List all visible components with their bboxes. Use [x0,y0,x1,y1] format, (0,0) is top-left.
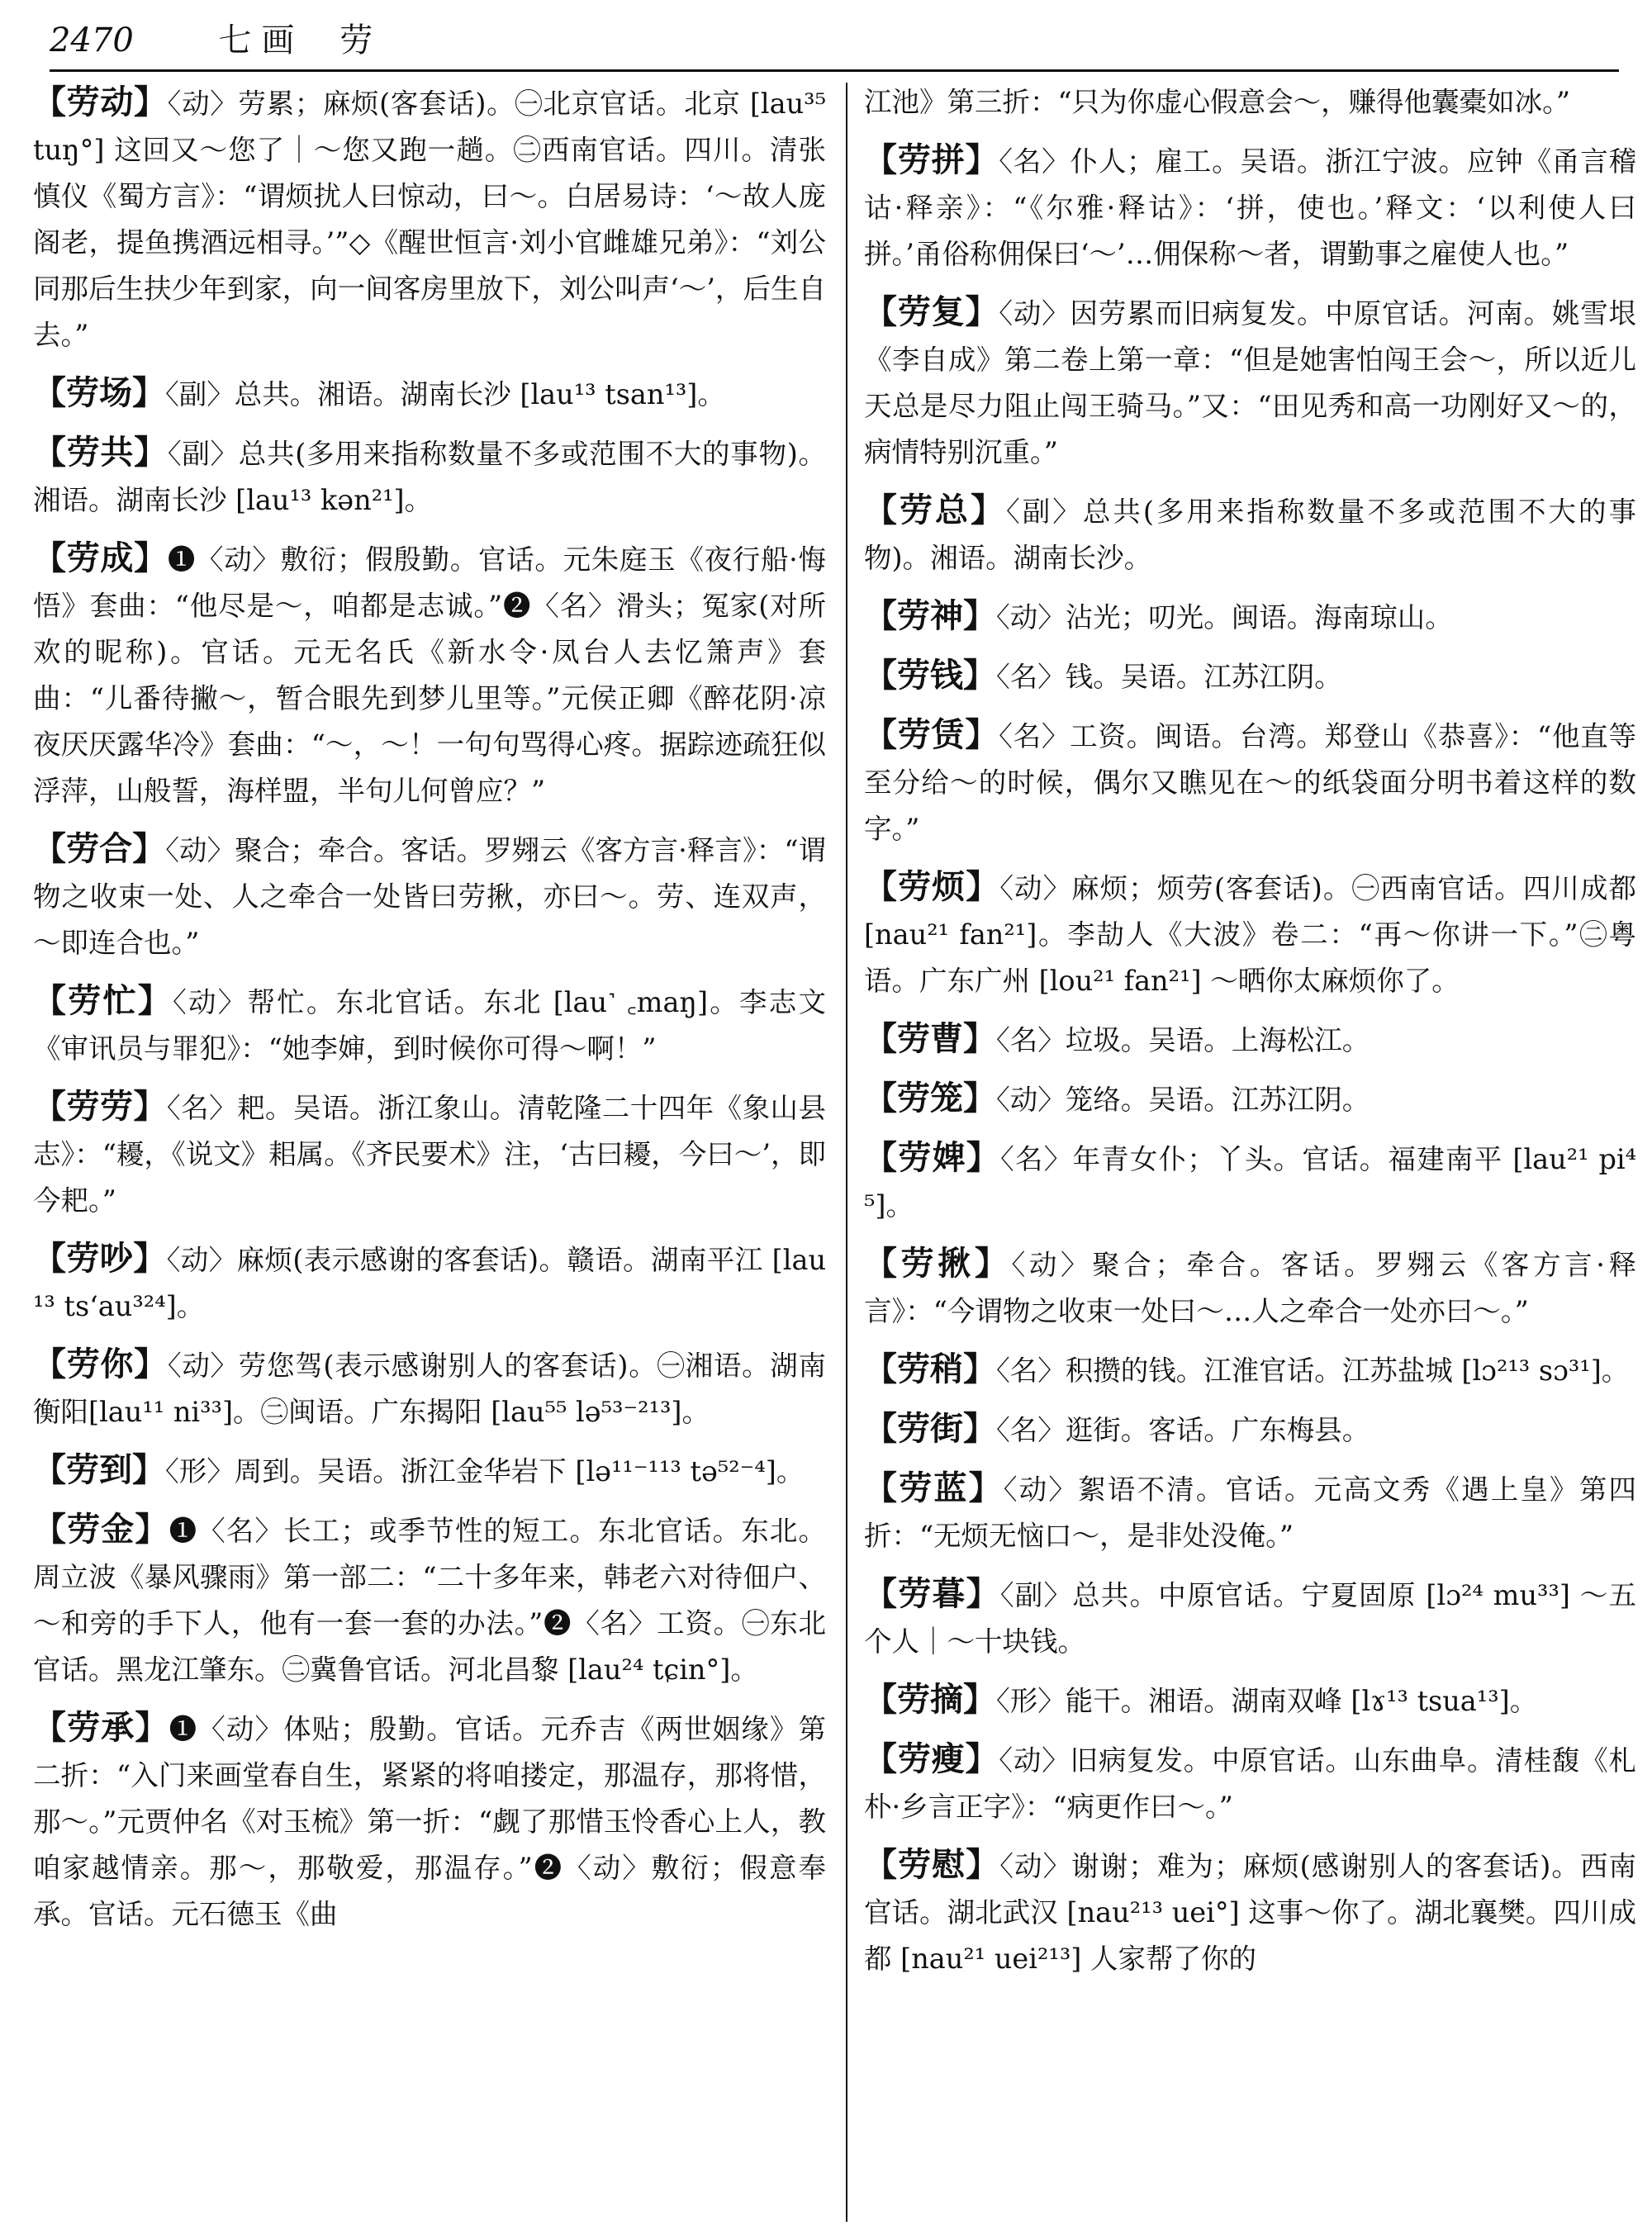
entry-headword: 【劳摘】 [864,1680,996,1719]
entry-definition: 〈动〉沾光；叨光。闽语。海南琼山。 [996,601,1453,633]
entry-definition: 〈副〉总共(多用来指称数量不多或范围不大的事物)。湘语。湖南长沙。 [864,496,1636,574]
page-header [50,12,1619,69]
entry-headword: 【劳暮】 [864,1574,1000,1613]
index-character: 劳 [339,21,373,59]
entry-headword: 【劳揪】 [864,1244,1012,1283]
dictionary-entry [864,1346,1636,1394]
entry-headword: 【劳忙】 [33,981,173,1020]
entry-definition: 〈名〉仆人；雇工。吴语。浙江宁波。应钟《甬言稽诂·释亲》：“《尔雅·释诂》：‘拼，使也。’释文：‘以利使人曰拼。’甬俗称佣保曰‘～’…佣保称～者，谓勤事之雇使人也。” [864,145,1636,270]
entry-definition: 〈动〉旧病复发。中原官话。山东曲阜。清桂馥《札朴·乡言正字》：“病更作曰～。” [864,1744,1636,1823]
dictionary-entry [33,1341,826,1435]
entry-headword: 【劳共】 [33,433,168,472]
entry-headword: 【劳瘦】 [864,1739,999,1778]
entry-definition: 〈副〉总共。中原官话。宁夏固原 [lɔ²⁴ mu³³] ～五个人｜～十块钱。 [864,1579,1636,1658]
dictionary-entry [864,1406,1636,1454]
dictionary-entry [33,535,826,814]
dictionary-entry [33,978,826,1072]
left-column [33,79,826,2227]
entry-definition: 〈副〉总共(多用来指称数量不多或范围不大的事物)。湘语。湖南长沙 [lau¹³ kən²¹]。 [33,438,826,516]
entry-definition: 〈副〉总共。湘语。湖南长沙 [lau¹³ tsan¹³]。 [165,378,725,410]
dictionary-entry [33,1447,826,1495]
entry-headword: 【劳你】 [33,1345,168,1383]
entry-definition: ❶〈名〉长工；或季节性的短工。东北官话。东北。周立波《暴风骤雨》第一部二：“二十多年来，韩老六对待佃户、～和旁的手下人，他有一套一套的办法。”❷〈名〉工资。㊀东北官话。黑龙江肇东。㊁冀鲁官话。河北昌黎 [lau²⁴ tɕin°]。 [33,1515,826,1686]
entry-headword: 【劳吵】 [33,1239,167,1278]
dictionary-entry [864,1075,1636,1123]
entry-definition: 〈名〉年青女仆；丫头。官话。福建南平 [lau²¹ pi⁴⁵]。 [864,1143,1636,1222]
dictionary-entry [33,79,826,358]
entry-headword: 【劳蓝】 [864,1468,1004,1507]
dictionary-entry [33,826,826,966]
dictionary-entry [864,593,1636,641]
dictionary-entry [864,1135,1636,1229]
entry-definition: 〈名〉钱。吴语。江苏江阴。 [996,661,1342,693]
dictionary-entry [864,1842,1636,1982]
entry-definition: 〈形〉能干。湘语。湖南双峰 [lɤ¹³ tsua¹³]。 [996,1685,1538,1717]
dictionary-entry [33,1084,826,1224]
dictionary-entry [864,1677,1636,1725]
entry-headword: 【劳场】 [33,373,165,412]
entry-definition: 〈名〉逛街。客话。广东梅县。 [996,1414,1370,1446]
dictionary-entry [864,712,1636,852]
entry-headword: 【劳笼】 [864,1079,996,1117]
entry-headword: 【劳烦】 [864,867,1000,906]
entry-definition: 〈动〉麻烦；烦劳(客套话)。㊀西南官话。四川成都 [nau²¹ fan²¹]。李劼人《大波》卷二：“再～你讲一下。”㊁粤语。广东广州 [lou²¹ fan²¹] ～晒你太麻烦你了。 [864,872,1636,997]
entry-headword: 【劳劳】 [33,1087,167,1126]
right-column [864,79,1636,2227]
entry-headword: 【劳动】 [33,83,168,121]
entry-definition: 〈名〉积攒的钱。江淮官话。江苏盐城 [lɔ²¹³ sɔ³¹]。 [996,1355,1630,1387]
entry-headword: 【劳街】 [864,1409,996,1448]
entry-headword: 【劳总】 [864,491,1007,529]
entry-headword: 【劳复】 [864,292,999,331]
entry-definition: 〈形〉周到。吴语。浙江金华岩下 [lə¹¹⁻¹¹³ tə⁵²⁻⁴]。 [165,1455,805,1487]
entry-definition: 〈名〉垃圾。吴语。上海松江。 [996,1024,1370,1056]
dictionary-entry [864,137,1636,278]
dictionary-entry [33,1705,826,1938]
entry-definition: 〈动〉劳您驾(表示感谢别人的客套话)。㊀湘语。湖南衡阳[lau¹¹ ni³³]。㊁闽语。广东揭阳 [lau⁵⁵ lə⁵³⁻²¹³]。 [33,1350,826,1428]
entry-definition: 〈动〉絮语不清。官话。元高文秀《遇上皇》第四折：“无烦无恼口～，是非处没俺。” [864,1473,1636,1552]
entry-headword: 【劳金】 [33,1510,169,1549]
dictionary-entry [864,1571,1636,1665]
entry-definition: 〈动〉聚合；牵合。客话。罗翙云《客方言·释言》：“谓物之收束一处、人之牵合一处皆曰劳揪，亦曰～。劳、连双声，～即连合也。” [33,834,826,959]
entry-headword: 【劳拼】 [864,140,999,179]
section-label: 七画 [218,21,305,59]
entry-headword: 【劳稍】 [864,1350,996,1388]
entry-headword: 【劳神】 [864,596,996,635]
entry-definition: 〈动〉因劳累而旧病复发。中原官话。河南。姚雪垠《李自成》第二卷上第一章：“但是她害怕闯王会～，所以近儿天总是尽力阻止闯王骑马。”又：“田见秀和高一功刚好又～的，病情特别沉重。” [864,297,1636,468]
entry-definition: 〈动〉劳累；麻烦(客套话)。㊀北京官话。北京 [lau³⁵ tuŋ°] 这回又～您了｜～您又跑一趟。㊁西南官话。四川。清张慎仪《蜀方言》：“谓烦扰人曰惊动，曰～。白居易诗：‘～故人庞阁老，提鱼携酒远相寻。’”◇《醒世恒言·刘小官雌雄兄弟》：“刘公同那后生扶少年到家，向一间客房里放下，刘公叫声‘～’，后生自去。” [33,88,826,351]
entry-headword: 【劳慰】 [864,1845,1000,1884]
continued-text: 江池》第三折：“只为你虚心假意会～，赚得他囊橐如冰。” [864,86,1571,118]
entry-headword: 【劳婢】 [864,1138,1000,1177]
entry-headword: 【劳合】 [33,829,166,868]
dictionary-entry [864,652,1636,700]
dictionary-entry [864,864,1636,1004]
entry-headword: 【劳承】 [33,1708,169,1747]
entry-headword: 【劳成】 [33,539,168,577]
header-rule [50,69,1619,72]
entry-definition: 〈动〉聚合；牵合。客话。罗翙云《客方言·释言》：“今谓物之收束一处曰～…人之牵合一处亦曰～。” [864,1249,1636,1327]
entry-headword: 【劳赁】 [864,715,999,754]
entry-definition: ❶〈动〉体贴；殷勤。官话。元乔吉《两世姻缘》第二折：“入门来画堂春自生，紧紧的将咱搂定，那温存，那将惜，那～。”元贾仲名《对玉梳》第一折：“觑了那惜玉怜香心上人，教咱家越情亲。那～，那敬爱，那温存。”❷〈动〉敷衍；假意奉承。官话。元石德玉《曲 [33,1713,826,1930]
entry-headword: 【劳曹】 [864,1019,996,1058]
dictionary-entry [864,487,1636,581]
dictionary-entry [33,1236,826,1330]
dictionary-entry [33,370,826,418]
dictionary-entry [864,1736,1636,1830]
dictionary-entry [864,289,1636,476]
page-number: 2470 [50,21,134,59]
entry-definition: 〈动〉帮忙。东北官话。东北 [lau˺ ꜀maŋ]。李志文《审讯员与罪犯》：“她李婶，到时候你可得～啊！” [33,986,826,1065]
entry-headword: 【劳到】 [33,1450,165,1489]
dictionary-entry [864,1016,1636,1064]
column-divider [846,83,847,2222]
entry-definition: 〈名〉耙。吴语。浙江象山。清乾隆二十四年《象山县志》：“耰，《说文》耜属。《齐民要术》注，‘古曰耰，今曰～’，即今耙。” [33,1092,826,1217]
dictionary-entry [864,1241,1636,1335]
dictionary-entry [33,1506,826,1693]
entry-definition: 〈动〉麻烦(表示感谢的客套话)。赣语。湖南平江 [lau¹³ ts‘au³²⁴]。 [33,1244,826,1322]
entry-definition: 〈动〉笼络。吴语。江苏江阴。 [996,1084,1370,1116]
entry-definition: 〈动〉谢谢；难为；麻烦(感谢别人的客套话)。西南官话。湖北武汉 [nau²¹³ uei°] 这事～你了。湖北襄樊。四川成都 [nau²¹ uei²¹³] 人家帮了你的 [864,1850,1636,1975]
entry-definition: ❶〈动〉敷衍；假殷勤。官话。元朱庭玉《夜行船·悔悟》套曲：“他尽是～，咱都是志诚。”❷〈名〉滑头；冤家(对所欢的昵称)。官话。元无名氏《新水令·凤台人去忆箫声》套曲：“儿番待撇～，暂合眼先到梦儿里等。”元侯正卿《醉花阴·凉夜厌厌露华冷》套曲：“～，～！一句句骂得心疼。据踪迹疏狂似浮萍，山般誓，海样盟，半句儿何曾应？” [33,543,826,807]
dictionary-entry [864,1465,1636,1559]
entry-headword: 【劳钱】 [864,656,996,695]
dictionary-entry [33,429,826,524]
entry-definition: 〈名〉工资。闽语。台湾。郑登山《恭喜》：“他直等至分给～的时候，偶尔又瞧见在～的纸袋面分明书着这样的数字。” [864,720,1636,845]
